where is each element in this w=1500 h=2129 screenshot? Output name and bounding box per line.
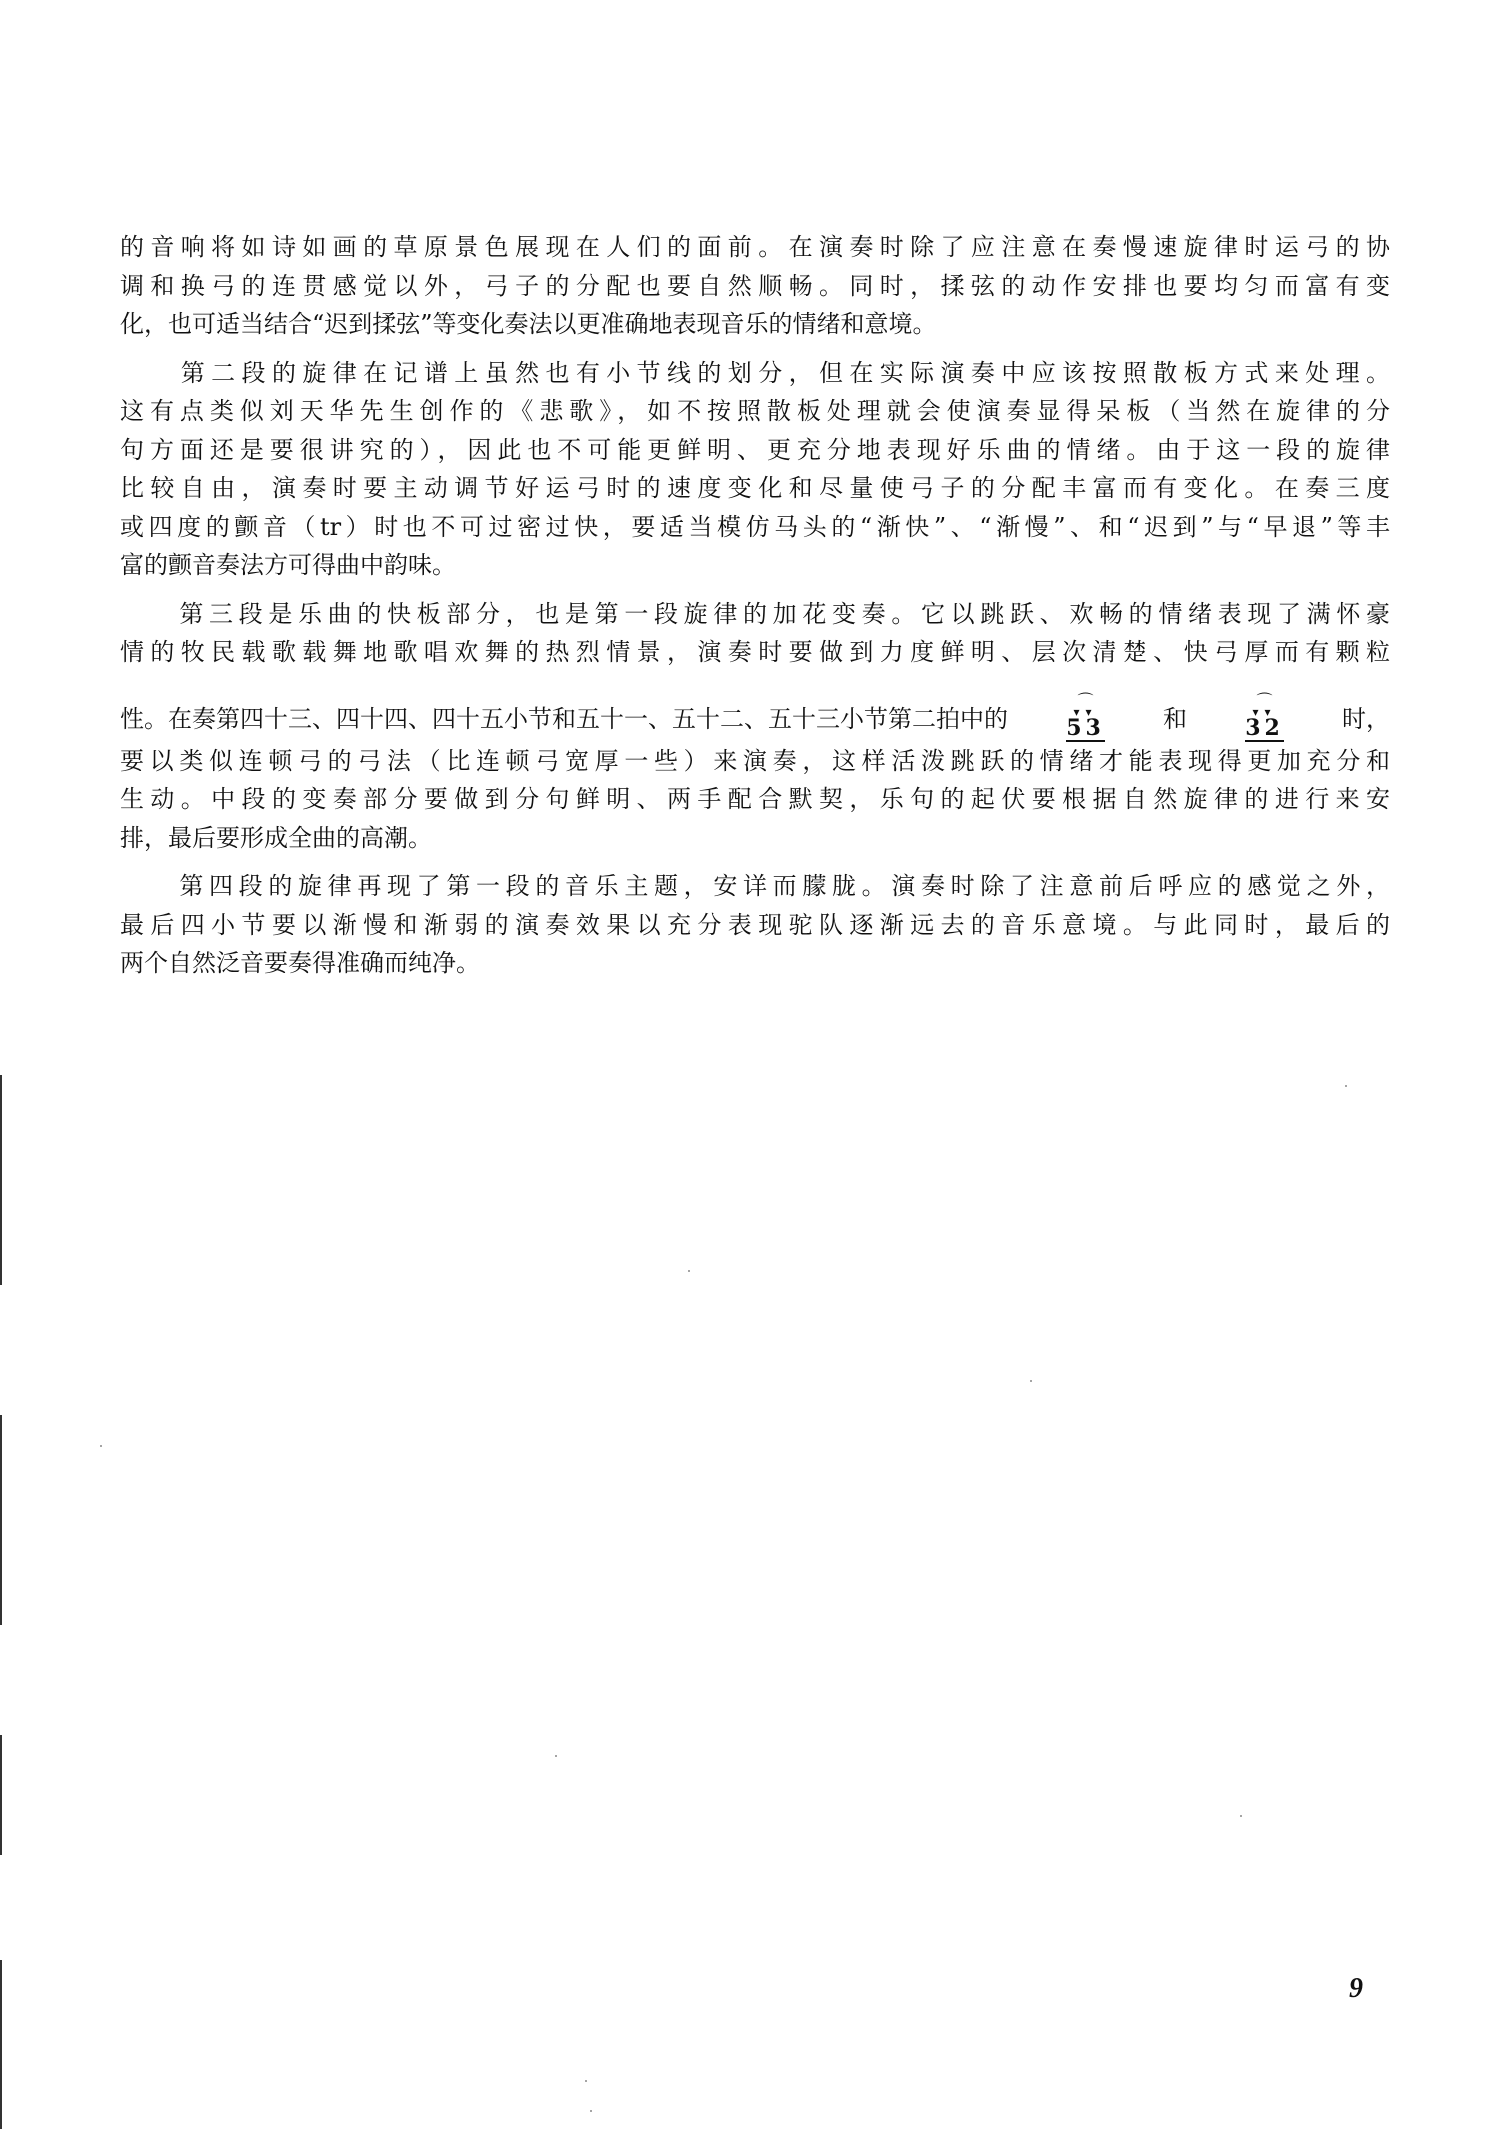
scan-speck	[1345, 1085, 1347, 1087]
jianpu-digits: 53	[1066, 714, 1105, 741]
text-line: 要以类似连顿弓的弓法（比连顿弓宽厚一些）来演奏，这样活泼跳跃的情绪才能表现得更加充分和	[120, 746, 1390, 775]
paragraph-3	[120, 595, 1390, 858]
text-line: 的音响将如诗如画的草原景色展现在人们的面前。在演奏时除了应注意在奏慢速旋律时运弓的协	[120, 233, 1390, 261]
scan-speck	[590, 2110, 592, 2112]
text-segment: 和	[1163, 704, 1187, 733]
text-line: 两个自然泛音要奏得准确而纯净。	[120, 949, 480, 977]
text-line: 排，最后要形成全曲的高潮。	[120, 823, 432, 852]
paragraph-1	[120, 228, 1390, 344]
notation-text-line	[120, 672, 1390, 742]
scan-edge-line	[0, 1735, 2, 1855]
text-line: 这有点类似刘天华先生创作的《悲歌》，如不按照散板处理就会使演奏显得呆板（当然在旋律的分	[120, 397, 1390, 425]
scan-speck	[688, 1270, 690, 1272]
text-segment: 性。在奏第四十三、四十四、四十五小节和五十一、五十二、五十三小节第二拍中的	[120, 704, 1008, 733]
text-line: 第三段是乐曲的快板部分，也是第一段旋律的加花变奏。它以跳跃、欢畅的情绪表现了满怀豪	[120, 599, 1390, 628]
jianpu-figure	[1245, 690, 1284, 742]
text-line: 富的颤音奏法方可得曲中韵味。	[120, 551, 456, 579]
scan-speck	[555, 1755, 557, 1757]
paragraph-4	[120, 867, 1390, 983]
text-line: 或四度的颤音（tr）时也不可过密过快，要适当模仿马头的“渐快”、“渐慢”、和“迟到”与“早退”等丰	[120, 512, 1390, 541]
paragraph-2	[120, 354, 1390, 585]
scan-edge-line	[0, 1960, 2, 2129]
scan-edge-line	[0, 1415, 2, 1625]
text-line: 最后四小节要以渐慢和渐弱的演奏效果以充分表现驼队逐渐远去的音乐意境。与此同时，最后的	[120, 910, 1390, 939]
text-line: 情的牧民载歌载舞地歌唱欢舞的热烈情景，演奏时要做到力度鲜明、层次清楚、快弓厚而有颗粒	[120, 638, 1390, 666]
scan-speck	[1030, 1380, 1032, 1382]
scan-speck	[100, 1445, 102, 1447]
text-line: 调和换弓的连贯感觉以外，弓子的分配也要自然顺畅。同时，揉弦的动作安排也要均匀而富有变	[120, 271, 1390, 300]
slur-mark: ⌒	[1077, 690, 1094, 710]
slur-mark: ⌒	[1256, 690, 1273, 710]
scan-speck	[585, 2080, 587, 2082]
staccato-marks: ▾▾	[1252, 704, 1277, 719]
text-line: 比较自由，演奏时要主动调节好运弓时的速度变化和尽量使弓子的分配丰富而有变化。在奏三度	[120, 474, 1390, 502]
text-line: 化，也可适当结合“迟到揉弦”等变化奏法以更准确地表现音乐的情绪和意境。	[120, 310, 937, 338]
text-line: 第二段的旋律在记谱上虽然也有小节线的划分，但在实际演奏中应该按照散板方式来处理。	[120, 358, 1390, 387]
text-line: 句方面还是要很讲究的），因此也不可能更鲜明、更充分地表现好乐曲的情绪。由于这一段的旋律	[120, 435, 1390, 464]
text-line: 第四段的旋律再现了第一段的音乐主题，安详而朦胧。演奏时除了注意前后呼应的感觉之外，	[120, 872, 1390, 900]
text-segment: 时，	[1342, 704, 1390, 733]
page-number: 9	[1349, 1973, 1363, 2004]
text-line: 生动。中段的变奏部分要做到分句鲜明、两手配合默契，乐句的起伏要根据自然旋律的进行来安	[120, 785, 1390, 813]
scan-edge-line	[0, 1075, 2, 1285]
jianpu-figure	[1066, 690, 1105, 742]
scan-speck	[1240, 1815, 1242, 1817]
staccato-marks: ▾▾	[1073, 704, 1098, 719]
jianpu-digits: 32	[1245, 714, 1284, 741]
body-text	[120, 228, 1390, 983]
